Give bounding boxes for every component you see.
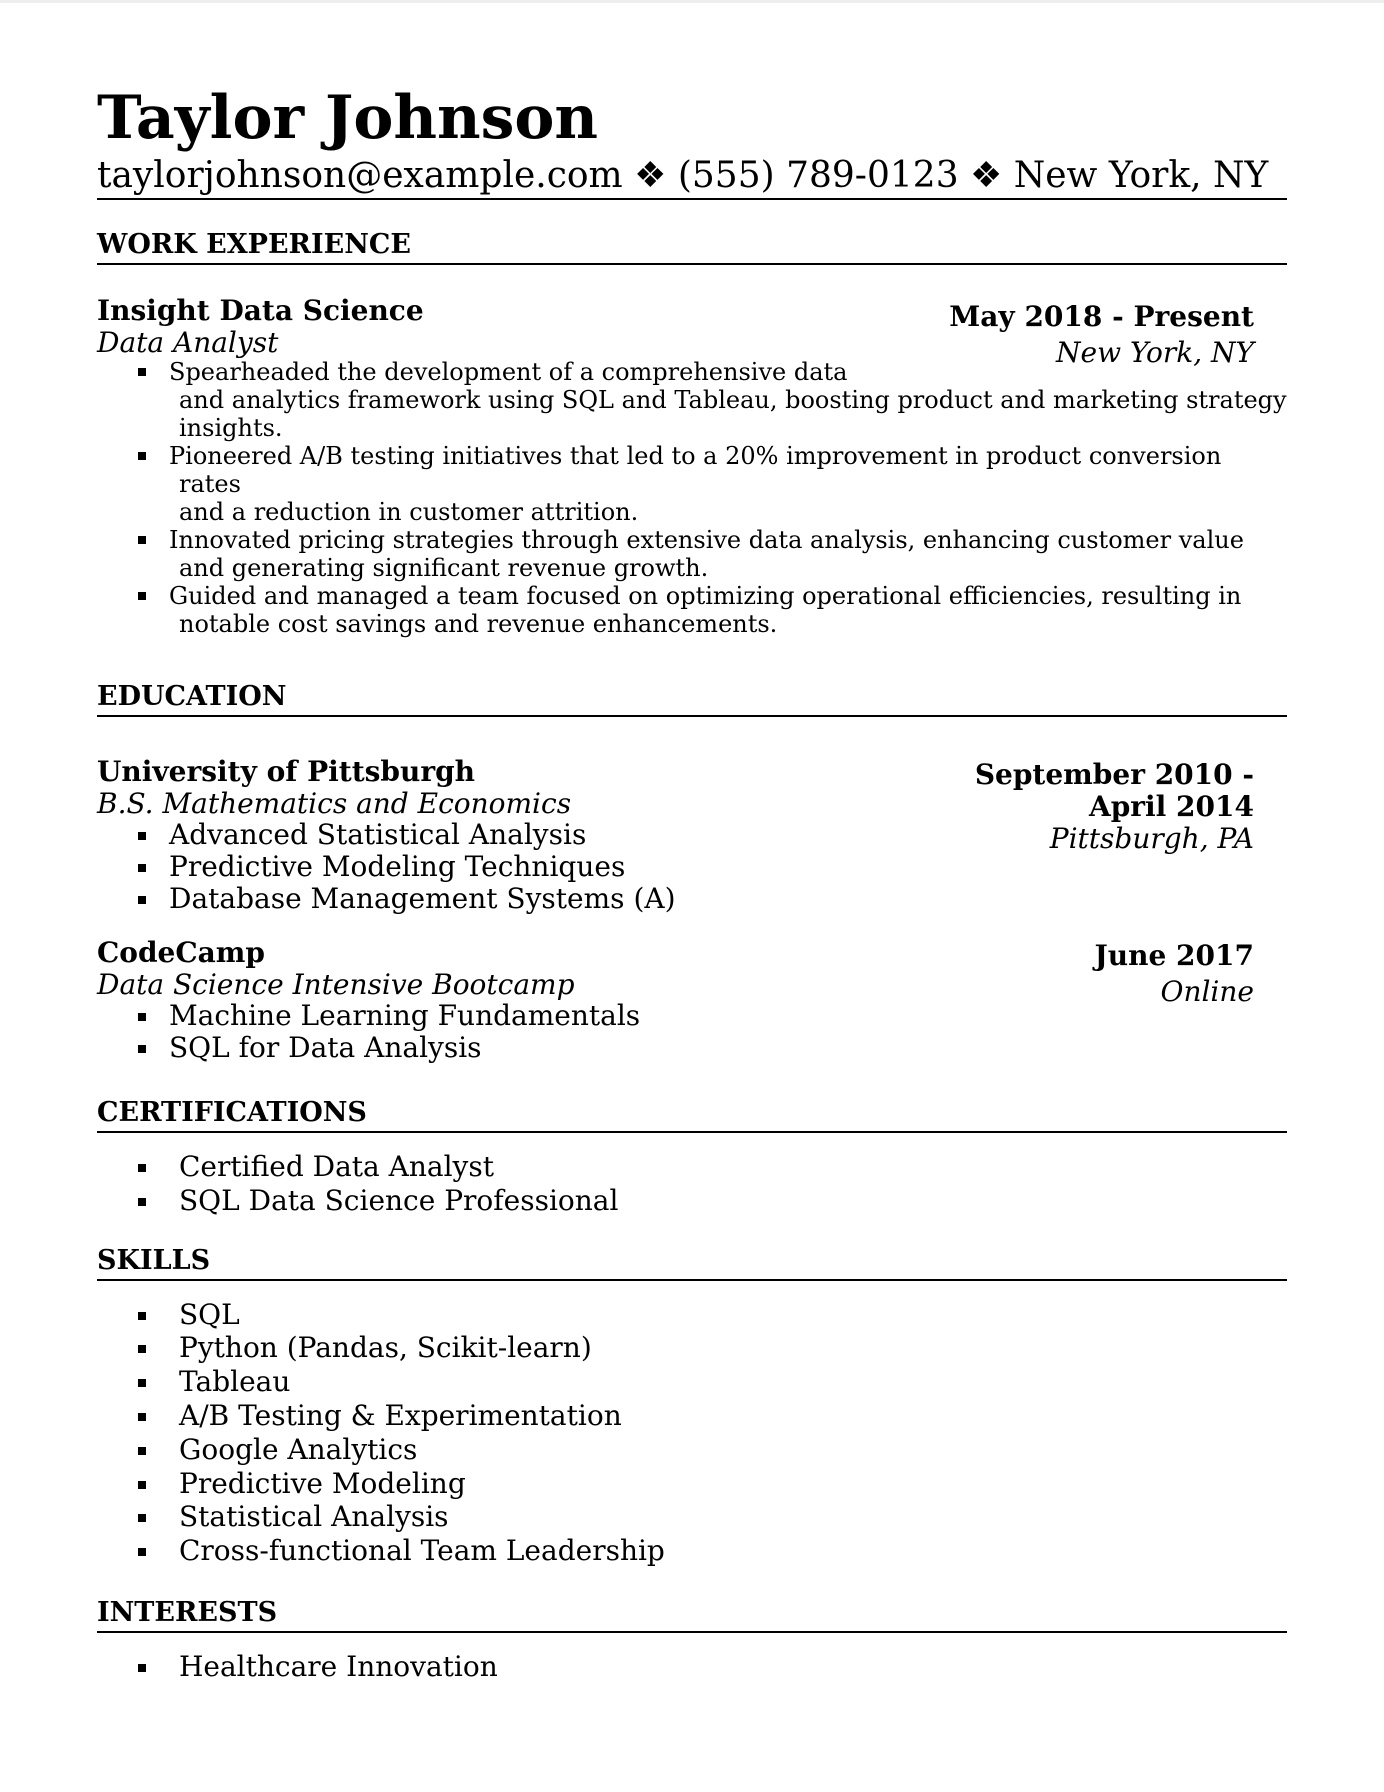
- work-bullet: [169, 582, 1289, 638]
- work-bullet: [169, 358, 1289, 442]
- section-title-education: EDUCATION: [97, 680, 1287, 717]
- header-divider: [97, 198, 1287, 200]
- work-bullet-text: and analytics framework using SQL and Tableau, boosting product and marketing strategy: [179, 386, 1287, 414]
- section-title-skills: SKILLS: [97, 1244, 1287, 1281]
- certifications-section: [97, 1096, 1287, 1218]
- education-org: University of Pittsburgh: [97, 755, 476, 788]
- work-bullet-text: notable cost savings and revenue enhancements.: [179, 610, 778, 638]
- work-org: Insight Data Science: [97, 294, 424, 327]
- skill-item: SQL: [179, 1298, 1287, 1332]
- work-bullet-text: Guided and managed a team focused on optimizing operational efficiencies, resulting in: [169, 582, 1242, 610]
- contact-line: taylorjohnson@example.com ❖ (555) 789-0123 ❖ New York, NY: [97, 155, 1269, 196]
- education-degree: B.S. Mathematics and Economics: [97, 787, 572, 820]
- skill-item: Python (Pandas, Scikit-learn): [179, 1331, 1287, 1365]
- skill-item: A/B Testing & Experimentation: [179, 1399, 1287, 1433]
- course-item: Machine Learning Fundamentals: [169, 1000, 1287, 1032]
- skills-list: [179, 1298, 1287, 1568]
- work-bullet-list: [169, 358, 1289, 638]
- education-entry: [97, 936, 1287, 1064]
- work-experience-section: [97, 228, 1287, 638]
- work-location: New York, NY: [1056, 336, 1254, 369]
- work-bullet: [169, 442, 1289, 526]
- course-list: [169, 819, 1287, 915]
- work-bullet: [169, 526, 1289, 582]
- section-title-work: WORK EXPERIENCE: [97, 228, 1287, 265]
- work-bullet-text: and a reduction in customer attrition.: [179, 498, 639, 526]
- work-entry-details: [97, 294, 997, 358]
- page-top-edge: [0, 0, 1384, 3]
- work-role: Data Analyst: [97, 326, 279, 359]
- work-bullet-text: Spearheaded the development of a comprehensive data: [169, 358, 848, 386]
- work-bullet-text: Pioneered A/B testing initiatives that led to a 20% improvement in product conversion rates: [169, 442, 1222, 498]
- course-item: SQL for Data Analysis: [169, 1032, 1287, 1064]
- education-entry: [97, 755, 1287, 915]
- certifications-list: [179, 1150, 1287, 1218]
- education-section: [97, 680, 1287, 1064]
- course-list: [169, 1000, 1287, 1064]
- skill-item: Cross-functional Team Leadership: [179, 1534, 1287, 1568]
- work-date: May 2018 - Present: [949, 300, 1254, 333]
- course-item: Database Management Systems (A): [169, 883, 1287, 915]
- education-date: June 2017: [1094, 939, 1254, 972]
- education-date: April 2014: [1088, 790, 1254, 823]
- resume-page: [97, 82, 1287, 1684]
- section-title-interests: INTERESTS: [97, 1596, 1287, 1633]
- education-org: CodeCamp: [97, 936, 265, 969]
- certification-item: Certified Data Analyst: [179, 1150, 1287, 1184]
- education-location: Pittsburgh, PA: [1049, 822, 1254, 855]
- interest-item: Healthcare Innovation: [179, 1650, 1287, 1684]
- skills-section: [97, 1244, 1287, 1568]
- education-entry-details: [97, 936, 997, 1000]
- work-bullet-text: Innovated pricing strategies through extensive data analysis, enhancing customer value: [169, 526, 1244, 554]
- education-entry-details: [97, 755, 997, 819]
- education-location: Online: [1160, 975, 1254, 1008]
- education-degree: Data Science Intensive Bootcamp: [97, 968, 575, 1001]
- candidate-name: Taylor Johnson: [97, 83, 599, 153]
- section-title-certifications: CERTIFICATIONS: [97, 1096, 1287, 1133]
- certification-item: SQL Data Science Professional: [179, 1184, 1287, 1218]
- interests-list: [179, 1650, 1287, 1684]
- skill-item: Tableau: [179, 1365, 1287, 1399]
- education-date: September 2010 -: [974, 758, 1254, 791]
- skill-item: Statistical Analysis: [179, 1500, 1287, 1534]
- interests-section: [97, 1596, 1287, 1684]
- course-item: Predictive Modeling Techniques: [169, 851, 1287, 883]
- work-entry: [97, 294, 1287, 638]
- work-bullet-text: insights.: [179, 414, 283, 442]
- skill-item: Google Analytics: [179, 1433, 1287, 1467]
- course-item: Advanced Statistical Analysis: [169, 819, 1287, 851]
- work-bullet-text: and generating significant revenue growth.: [179, 554, 709, 582]
- skill-item: Predictive Modeling: [179, 1467, 1287, 1501]
